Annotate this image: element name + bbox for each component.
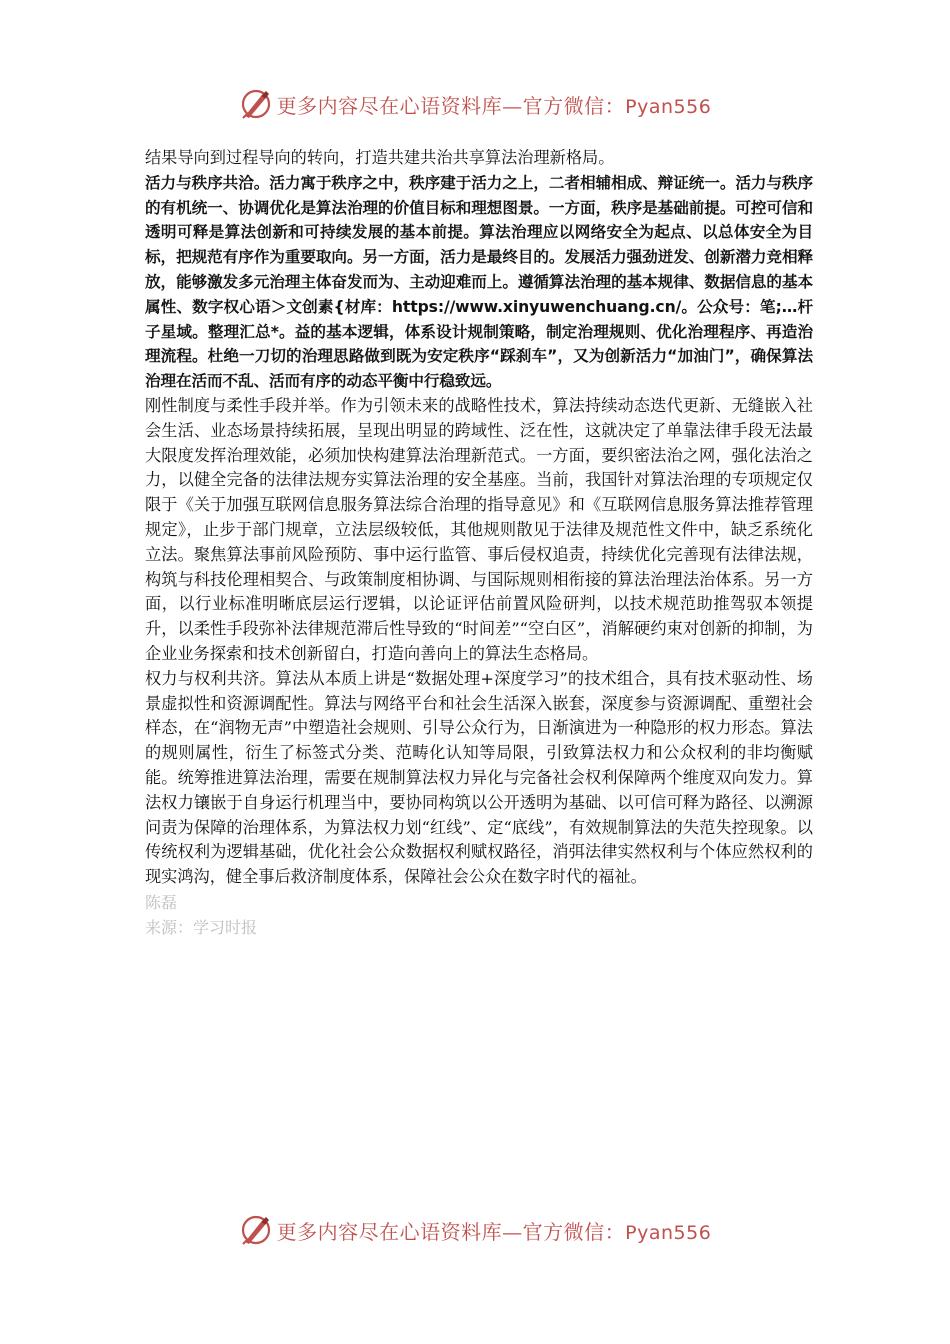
pen-logo-icon (239, 87, 273, 121)
article-body (145, 146, 813, 940)
bottom-banner (0, 1210, 950, 1250)
paragraph-3: 刚性制度与柔性手段并举。作为引领未来的战略性技术，算法持续动态迭代更新、无缝嵌入社会生活、业态场景持续拓展，呈现出明显的跨域性、泛在性，这就决定了单靠法律手段无法最大限度发挥治理效能，必须加快构建算法治理新范式。一方面，要织密法治之网，强化法治之力，以健全完备的法律法规夯实算法治理的安全基座。当前，我国针对算法治理的专项规定仅限于《关于加强互联网信息服务算法综合治理的指导意见》和《互联网信息服务算法推荐管理规定》，止步于部门规章，立法层级较低，其他规则散见于法律及规范性文件中，缺乏系统化立法。聚焦算法事前风险预防、事中运行监管、事后侵权追责，持续优化完善现有法律法规，构筑与科技伦理相契合、与政策制度相协调、与国际规则相衔接的算法治理法治体系。另一方面，以行业标准明晰底层运行逻辑，以论证评估前置风险研判，以技术规范助推驾驭本领提升，以柔性手段弥补法律规范滞后性导致的“时间差”“空白区”，消解硬约束对创新的抑制，为企业业务探索和技术创新留白，打造向善向上的算法生态格局。 (145, 395, 813, 663)
paragraph-4: 权力与权利共济。算法从本质上讲是“数据处理+深度学习”的技术组合，具有技术驱动性、场景虚拟性和资源调配性。算法与网络平台和社会生活深入嵌套，深度参与资源调配、重塑社会样态，在“润物无声”中塑造社会规则、引导公众行为，日渐演进为一种隐形的权力形态。算法的规则属性，衍生了标签式分类、范畴化认知等局限，引致算法权力和公众权利的非均衡赋能。统筹推进算法治理，需要在规制算法权力异化与完备社会权利保障两个维度双向发力。算法权力镶嵌于自身运行机理当中，要协同构筑以公开透明为基础、以可信可释为路径、以溯源问责为保障的治理体系，为算法权力划“红线”、定“底线”，有效规制算法的失范失控现象。以传统权利为逻辑基础，优化社会公众数据权利赋权路径，消弭法律实然权利与个体应然权利的现实鸿沟，健全事后救济制度体系，保障社会公众在数字时代的福祉。 (145, 668, 813, 887)
banner-dash: — (502, 1219, 523, 1244)
banner-dash: — (502, 93, 523, 118)
source-line: 来源：学习时报 (145, 917, 258, 937)
banner-official-label: 官方微信： (522, 93, 626, 118)
banner-main-text: 更多内容尽在心语资料库 (276, 93, 503, 118)
paragraph-2: 活力与秩序共洽。活力寓于秩序之中，秩序建于活力之上，二者相辅相成、辩证统一。活力与秩序的有机统一、协调优化是算法治理的价值目标和理想图景。一方面，秩序是基础前提。可控可信和透明可释是算法创新和可持续发展的基本前提。算法治理应以网络安全为起点、以总体安全为目标，把规范有序作为重要取向。另一方面，活力是最终目的。发展活力强劲迸发、创新潜力竞相释放，能够激发多元治理主体奋发而为、主动迎难而上。遵循算法治理的基本规律、数据信息的基本属性、数字权心语＞文创素{材库：https://www.xinyuwenchuang.cn/。公众号：笔;…杆子星域。整理汇总*。益的基本逻辑，体系设计规制策略，制定治理规则、优化治理程序、再造治理流程。杜绝一刀切的治理思路做到既为安定秩序“踩刹车”，又为创新活力“加油门”，确保算法治理在活而不乱、活而有序的动态平衡中行稳致远。 (145, 173, 813, 391)
banner-wechat-id: Pyan556 (625, 95, 712, 118)
paragraph-1: 结果导向到过程导向的转向，打造共建共治共享算法治理新格局。 (145, 148, 615, 167)
banner-main-text: 更多内容尽在心语资料库 (276, 1219, 503, 1244)
top-banner (0, 84, 950, 124)
pen-logo-icon (239, 1213, 273, 1247)
banner-wechat-id: Pyan556 (625, 1221, 712, 1244)
banner-official-label: 官方微信： (522, 1219, 626, 1244)
author-name: 陈磊 (145, 892, 178, 912)
